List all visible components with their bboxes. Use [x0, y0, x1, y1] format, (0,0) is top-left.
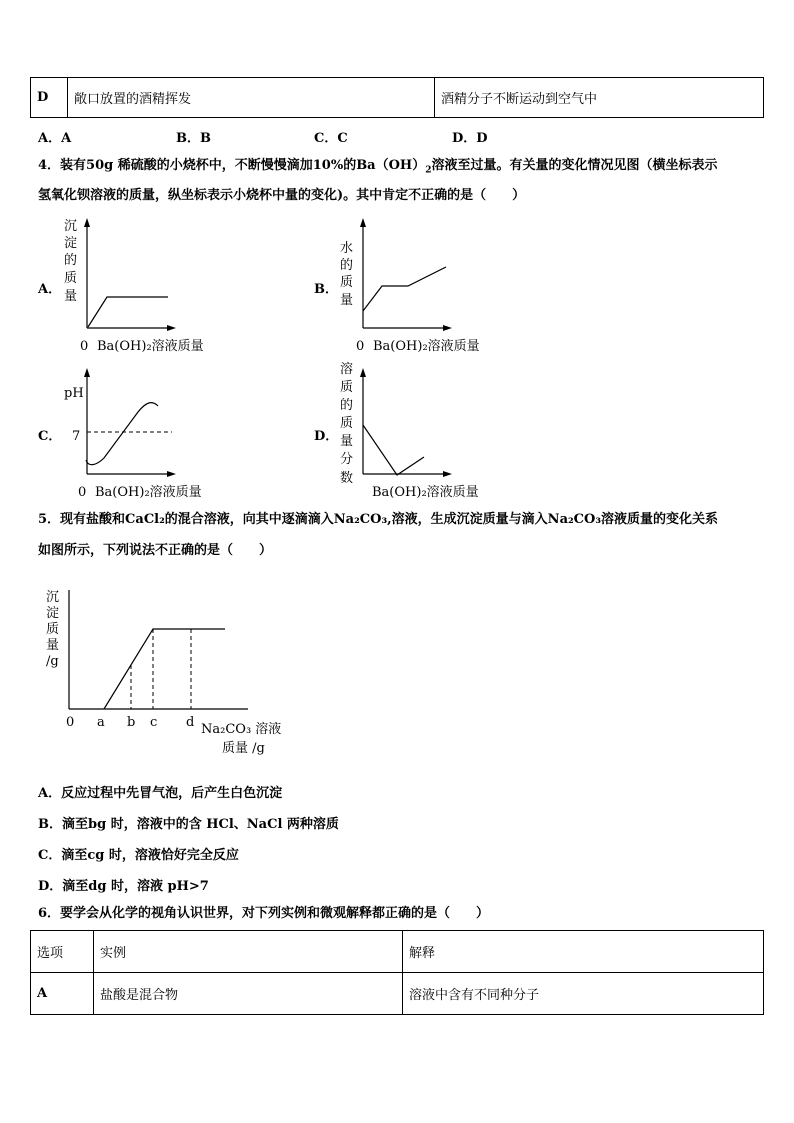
header-explanation: 解释: [403, 931, 764, 973]
graph-b-origin: 0: [356, 339, 365, 354]
graph-a-origin: 0: [80, 339, 89, 354]
q3-choice-b[interactable]: B．B: [176, 131, 211, 146]
graph-a-ylabel-3: 质: [64, 271, 78, 286]
q3-choice-a[interactable]: A．A: [38, 131, 72, 146]
table-row: [31, 973, 764, 1015]
graph-d-ylabel-3: 质: [340, 416, 354, 431]
graph-d-ylabel-4: 量: [340, 434, 354, 449]
graph-a-ylabel-1: 淀: [64, 236, 78, 251]
q5-option-b[interactable]: B．滴至bg 时，溶液中的含 HCl、NaCl 两种溶质: [38, 817, 339, 832]
q4-stem-line2: 氢氧化钡溶液的质量，纵坐标表示小烧杯中量的变化)。其中肯定不正确的是（ ）: [38, 188, 526, 203]
q5-curve: [104, 629, 225, 709]
graph-a-ylabel-4: 量: [64, 289, 78, 304]
graph-a-label[interactable]: A．: [38, 282, 62, 297]
graph-d-ylabel-5: 分: [340, 452, 354, 467]
graph-d-ylabel-2: 的: [340, 398, 354, 413]
q6-table: [30, 930, 764, 1015]
q6-stem: 6．要学会从化学的视角认识世界，对下列实例和微观解释都正确的是（ ）: [38, 906, 490, 921]
q5-tick-b: b: [127, 715, 136, 730]
graph-c-xlabel: Ba(OH)₂溶液质量: [95, 485, 202, 500]
graph-b-ylabel-3: 量: [340, 293, 354, 308]
q4-stem-part1: 4．装有50g 稀硫酸的小烧杯中，不断慢慢滴加10%的Ba（OH）: [38, 158, 426, 173]
q3-choice-d[interactable]: D．D: [452, 131, 488, 146]
explanation-cell: 酒精分子不断运动到空气中: [435, 78, 764, 118]
example-cell: 敞口放置的酒精挥发: [68, 78, 435, 118]
q5-ylabel-1: 淀: [46, 606, 60, 621]
q5-ylabel-0: 沉: [46, 590, 60, 605]
q5-tick-a: a: [97, 715, 105, 730]
q5-ylabel-3: 量: [46, 638, 60, 653]
graph-b-ylabel-1: 的: [340, 258, 354, 273]
q5-xlabel-line2: 质量 /g: [222, 741, 265, 756]
graph-a-ylabel-2: 的: [64, 253, 78, 268]
row-a-explanation: 溶液中含有不同种分子: [403, 973, 764, 1015]
q5-tick-d: d: [186, 715, 195, 730]
graph-d-ylabel-6: 数: [340, 471, 354, 486]
graph-a-xlabel: Ba(OH)₂溶液质量: [97, 339, 204, 354]
q3-choice-c[interactable]: C．C: [314, 131, 348, 146]
graph-b-ylabel-0: 水: [340, 241, 354, 256]
graph-c-label[interactable]: C．: [38, 429, 62, 444]
q5-xlabel-line1: Na₂CO₃ 溶液: [201, 722, 282, 737]
q5-tick-c: c: [150, 715, 158, 730]
header-example: 实例: [94, 931, 403, 973]
graph-b-xlabel: Ba(OH)₂溶液质量: [373, 339, 480, 354]
graph-c-origin: 0: [78, 485, 87, 500]
row-a-example: 盐酸是混合物: [94, 973, 403, 1015]
graph-c-ylabel: pH: [64, 386, 84, 401]
q4-stem-subscript: 2: [425, 165, 432, 176]
option-cell: D: [31, 78, 68, 118]
graph-c-tick-7: 7: [72, 429, 81, 444]
q5-stem-line2: 如图所示，下列说法不正确的是（ ）: [38, 543, 273, 558]
header-option: 选项: [31, 931, 94, 973]
graph-d-ylabel-1: 质: [340, 380, 354, 395]
row-a-option: A: [31, 973, 94, 1015]
graph-a-ylabel-0: 沉: [64, 219, 78, 234]
q5-ylabel-4: /g: [46, 654, 59, 669]
graph-d-label[interactable]: D．: [314, 429, 339, 444]
table-header-row: [31, 931, 764, 973]
graph-b-label[interactable]: B．: [314, 282, 338, 297]
q5-ylabel-2: 质: [46, 622, 60, 637]
graph-b-ylabel-2: 质: [340, 275, 354, 290]
q5-option-c[interactable]: C．滴至cg 时，溶液恰好完全反应: [38, 848, 239, 863]
q5-option-a[interactable]: A．反应过程中先冒气泡，后产生白色沉淀: [38, 786, 283, 801]
graph-d-ylabel-0: 溶: [340, 362, 354, 377]
graph-d-xlabel: Ba(OH)₂溶液质量: [372, 485, 479, 500]
q4-stem-part2: 溶液至过量。有关量的变化情况见图（横坐标表示: [431, 158, 718, 173]
q5-stem-line1: 5．现有盐酸和CaCl₂的混合溶液，向其中逐滴滴入Na₂CO₃,溶液，生成沉淀质量与滴入Na₂CO₃溶液质量的变化关系: [38, 512, 719, 527]
q5-option-d[interactable]: D．滴至dg 时，溶液 pH>7: [38, 879, 209, 894]
q5-tick-0: 0: [66, 715, 75, 730]
